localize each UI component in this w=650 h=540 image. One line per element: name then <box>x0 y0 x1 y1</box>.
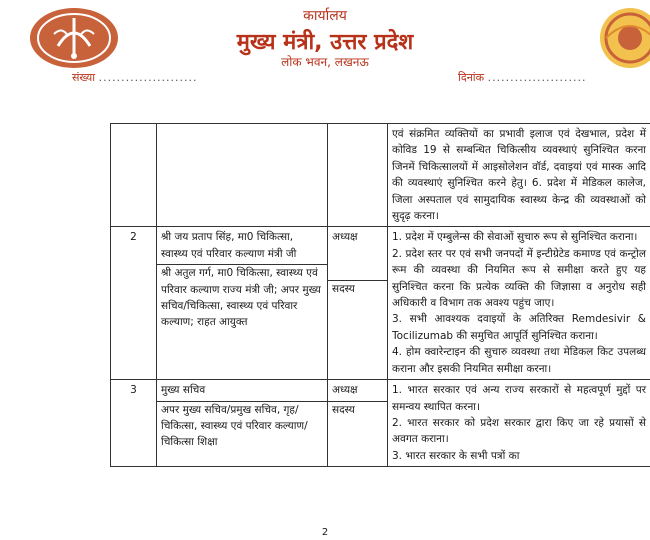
row2-point2: 2. प्रदेश स्तर पर एवं सभी जनपदों में इन्टीग्रेटेड कमाण्ड एवं कन्ट्रोल रूम की व्यवस्था की नियमित रूप से समीक्षा करते हुए यह सुनिश्चित करना कि प्रत्येक व्यक्ति की जिज्ञासा व अनुरोध सही अधिकारी व विभाग तक अवश्य पहुंच जाए। <box>392 247 646 310</box>
committee-table <box>110 123 650 467</box>
row3-num: 3 <box>111 380 157 467</box>
row3-member2: अपर मुख्य सचिव/प्रमुख सचिव, गृह/ चिकित्सा, स्वास्थ्य एवं परिवार कल्याण/ चिकित्सा शिक्षा <box>157 401 327 451</box>
reference-number <box>72 70 198 85</box>
office-label: कार्यालय <box>303 8 347 24</box>
page-number: 2 <box>321 527 329 538</box>
number-label: संख्या <box>72 71 96 84</box>
row3-role2: सदस्य <box>328 401 387 418</box>
office-address: लोक भवन, लखनऊ <box>281 55 369 69</box>
row2-point1: 1. प्रदेश में एम्बुलेन्स की सेवाओं सुचारु रूप से सुनिश्चित कराना। <box>392 231 638 244</box>
row2-roles <box>328 227 388 380</box>
row1-member-cell <box>157 124 328 227</box>
table-row <box>111 124 650 227</box>
letterhead-title: मुख्य मंत्री, उत्तर प्रदेश <box>236 30 414 55</box>
row3-members <box>157 380 328 467</box>
row3-point3: 3. भारत सरकार के सभी पत्रों का <box>392 449 520 462</box>
row3-responsibilities <box>388 380 650 467</box>
table-row <box>111 380 650 467</box>
row2-point3: 3. सभी आवश्यक दवाइयों के अतिरिक्त Remdesivir & Tocilizumab की समुचित आपूर्ति सुनिश्चित कराना। <box>392 313 646 342</box>
row3-roles <box>328 380 388 467</box>
number-dots: ...................... <box>98 71 198 84</box>
date-label: दिनांक <box>458 71 485 84</box>
row1-num-cell <box>111 124 157 227</box>
row3-member1: मुख्य सचिव <box>161 384 206 397</box>
row2-num: 2 <box>111 227 157 380</box>
row2-role1: अध्यक्ष <box>332 231 358 244</box>
row2-member1: श्री जय प्रताप सिंह, मा0 चिकित्सा, स्वास्थ्य एवं परिवार कल्याण मंत्री जी <box>161 231 297 260</box>
reference-date <box>458 70 587 85</box>
row3-point2: 2. भारत सरकार को प्रदेश सरकार द्वारा किए जा रहे प्रयासों से अवगत कराना। <box>392 416 646 446</box>
row3-role1: अध्यक्ष <box>332 384 358 397</box>
date-dots: ...................... <box>487 71 587 84</box>
table-row <box>111 227 650 380</box>
row1-responsibility: एवं संक्रमित व्यक्तियों का प्रभावी इलाज एवं देखभाल, प्रदेश में कोविड 19 से सम्बन्धित चिकित्सीय व्यवस्थाएं सुनिश्चित करना जिनमें चिकित्सालयों में आइसोलेशन वॉर्ड, दवाइयां एवं मास्क आदि की व्यवस्थाएं सुनिश्चित करने हेतु। 6. प्रदेश में मेडिकल कालेज, जिला अस्पताल एवं सामुदायिक स्वास्थ्य केन्द्र की व्यवस्थाओं को सुदृढ़ करना। <box>388 124 650 227</box>
row1-role-cell <box>328 124 388 227</box>
row2-members <box>157 227 328 380</box>
row2-responsibilities <box>388 227 650 380</box>
row2-member2: श्री अतुल गर्ग, मा0 चिकित्सा, स्वास्थ्य एवं परिवार कल्याण राज्य मंत्री जी; अपर मुख्य सचिव/चिकित्सा, स्वास्थ्य एवं परिवार कल्याण; राहत आयुक्त <box>157 264 327 331</box>
row3-point1: 1. भारत सरकार एवं अन्य राज्य सरकारों से महत्वपूर्ण मुद्दों पर समन्वय स्थापित करना। <box>392 384 646 413</box>
row2-point4: 4. होम क्वारेन्टाइन की सुचारु व्यवस्था तथा मेडिकल किट उपलब्ध कराना और इसकी नियमित समीक्षा करना। <box>392 346 646 375</box>
row2-role2: सदस्य <box>328 280 387 297</box>
